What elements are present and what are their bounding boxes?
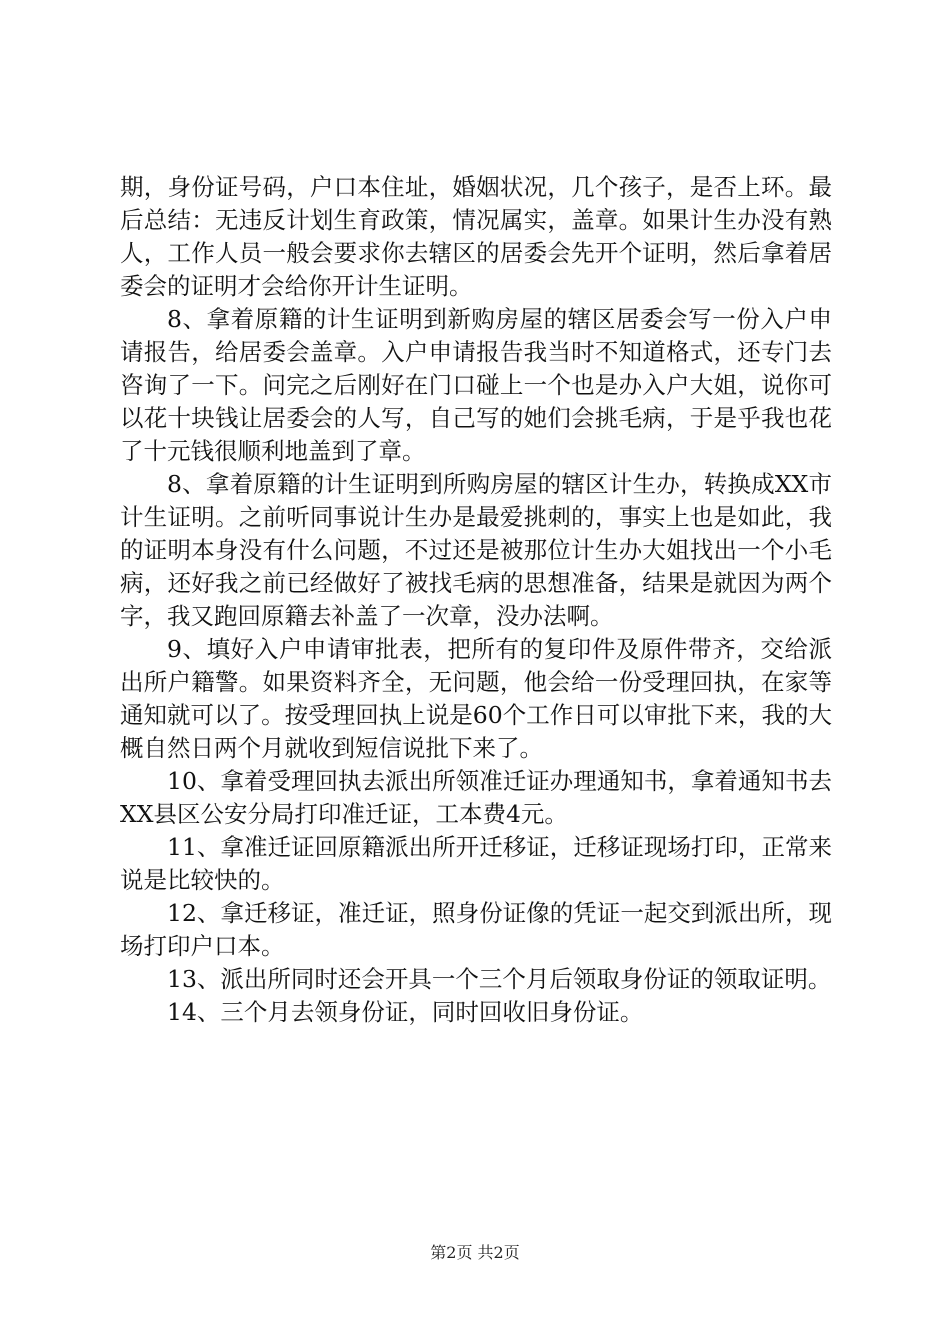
paragraph-continuation: 期，身份证号码，户口本住址，婚姻状况，几个孩子，是否上环。最后总结：无违反计划生育政策，情况属实，盖章。如果计生办没有熟人，工作人员一般会要求你去辖区的居委会先开个证明，然后拿着居委会的证明才会给你开计生证明。 [120,173,832,300]
page-number-footer: 第2页 共2页 [430,1243,520,1262]
paragraph-step-10: 10、拿着受理回执去派出所领准迁证办理通知书，拿着通知书去XX县区公安分局打印准迁证，工本费4元。 [120,767,832,828]
document-body [120,171,832,1029]
paragraph-step-14: 14、三个月去领身份证，同时回收旧身份证。 [167,998,644,1026]
paragraph-step-11: 11、拿准迁证回原籍派出所开迁移证，迁移证现场打印，正常来说是比较快的。 [120,833,832,894]
paragraph-step-12: 12、拿迁移证，准迁证，照身份证像的凭证一起交到派出所，现场打印户口本。 [120,899,832,960]
paragraph-step-8b: 8、拿着原籍的计生证明到所购房屋的辖区计生办，转换成XX市计生证明。之前听同事说计生办是最爱挑刺的，事实上也是如此，我的证明本身没有什么问题，不过还是被那位计生办大姐找出一个小毛病，还好我之前已经做好了被找毛病的思想准备，结果是就因为两个字，我又跑回原籍去补盖了一次章，没办法啊。 [120,470,832,630]
paragraph-step-8a: 8、拿着原籍的计生证明到新购房屋的辖区居委会写一份入户申请报告，给居委会盖章。入户申请报告我当时不知道格式，还专门去咨询了一下。问完之后刚好在门口碰上一个也是办入户大姐，说你可以花十块钱让居委会的人写，自己写的她们会挑毛病，于是乎我也花了十元钱很顺利地盖到了章。 [120,305,832,465]
paragraph-step-9: 9、填好入户申请审批表，把所有的复印件及原件带齐，交给派出所户籍警。如果资料齐全，无问题，他会给一份受理回执，在家等通知就可以了。按受理回执上说是60个工作日可以审批下来，我的大概自然日两个月就收到短信说批下来了。 [120,635,832,762]
paragraph-step-13: 13、派出所同时还会开具一个三个月后领取身份证的领取证明。 [167,965,832,993]
